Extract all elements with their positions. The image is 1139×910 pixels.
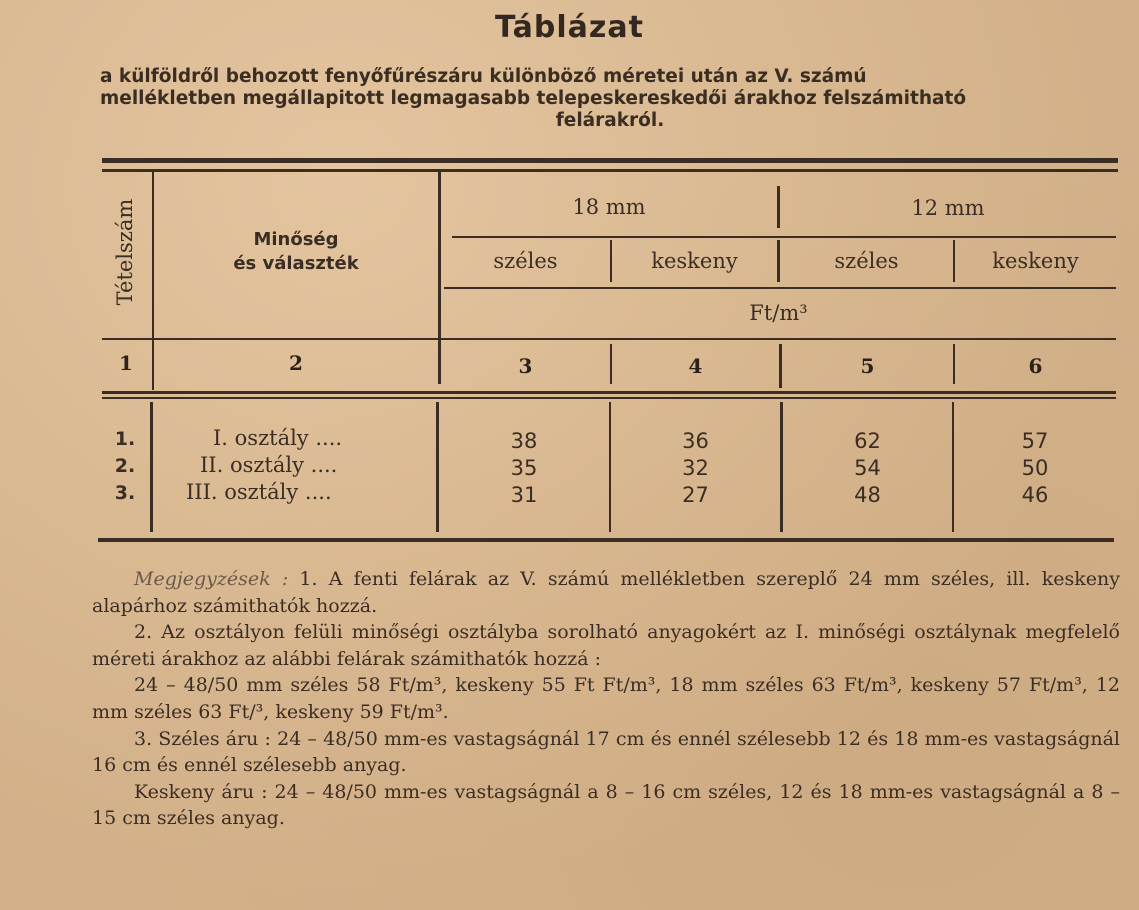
note-2-prices: 24 – 48/50 mm széles 58 Ft/m³, keskeny 55 Ft Ft/m³, 18 mm széles 63 Ft/m³, keskeny 57 Ft/m³, 12 mm széles 63 Ft/³, keskeny 59 Ft/m³. xyxy=(92,674,1120,723)
cell-value: 36 xyxy=(682,429,709,453)
notes-section xyxy=(92,566,1120,832)
colnum-1: 1 xyxy=(119,351,133,375)
colnum-3: 3 xyxy=(518,354,533,378)
table-top-rule xyxy=(102,158,1118,163)
row-label: I. osztály .... xyxy=(213,426,343,450)
cell-value: 35 xyxy=(510,456,538,480)
row-number: 1. xyxy=(114,428,136,450)
header-sub-szeles-18: széles xyxy=(493,249,558,273)
header-group-18mm: 18 mm xyxy=(572,195,646,219)
page-title: Táblázat xyxy=(495,10,644,45)
rule-under-sub xyxy=(444,287,1116,289)
cell-value: 27 xyxy=(682,483,709,507)
note-1 xyxy=(92,566,1120,619)
note-3: 3. Széles áru : 24 – 48/50 mm-es vastagságnál 17 cm és ennél szélesebb 12 és 18 mm-es vastagságnál 16 cm és ennél szélesebb anyag. xyxy=(92,727,1120,777)
header-sub-szeles-12: széles xyxy=(834,249,899,273)
row-number: 2. xyxy=(114,455,136,477)
note-2: 2. Az osztályon felüli minőségi osztályba sorolható anyagokért az I. minőségi osztálynak megfelelő méreti árakhoz az alábbi felárak számithatók hozzá : xyxy=(92,621,1120,670)
cell-value: 38 xyxy=(510,429,538,453)
table-top-rule-thin xyxy=(102,169,1118,172)
header-sub-keskeny-18: keskeny xyxy=(651,249,738,273)
cell-value: 50 xyxy=(1021,456,1049,480)
table-bottom-rule xyxy=(98,538,1114,542)
colnum-4: 4 xyxy=(688,354,703,378)
colnum-5: 5 xyxy=(860,354,875,378)
header-unit: Ft/m³ xyxy=(749,301,808,325)
rule-above-colnums xyxy=(102,338,1116,340)
cell-value: 32 xyxy=(682,456,709,480)
rule-under-group xyxy=(452,236,1116,238)
colnum-6: 6 xyxy=(1028,354,1043,378)
table-subtitle xyxy=(100,66,1120,132)
subtitle-line-2: mellékletben megállapitott legmagasabb telepeskereskedői árakhoz felszámitható xyxy=(100,88,967,109)
row-label: II. osztály .... xyxy=(200,453,338,477)
subtitle-line-1: a külföldről behozott fenyőfűrészáru különböző méretei után az V. számú xyxy=(100,66,867,87)
cell-value: 46 xyxy=(1021,483,1049,507)
rule-body-top-2 xyxy=(102,397,1116,399)
cell-value: 54 xyxy=(854,456,881,480)
header-minoseg-line-2: és választék xyxy=(233,253,359,274)
body-divider-1 xyxy=(150,402,153,532)
notes-heading: Megjegyzések : xyxy=(134,568,289,590)
cell-value: 57 xyxy=(1021,429,1049,453)
header-tetelszam: Tételszám xyxy=(113,198,137,306)
cell-value: 62 xyxy=(854,429,881,453)
cell-value: 48 xyxy=(854,483,881,507)
header-minoseg xyxy=(154,228,438,276)
cell-value: 31 xyxy=(510,483,538,507)
subtitle-line-3: felárakról. xyxy=(555,110,665,131)
note-4: Keskeny áru : 24 – 48/50 mm-es vastagságnál a 8 – 16 cm széles, 12 és 18 mm-es vastagságnál a 8 – 15 cm széles anyag. xyxy=(92,780,1120,830)
rule-body-top xyxy=(102,391,1116,394)
header-group-12mm: 12 mm xyxy=(911,196,985,220)
note-1-text: 1. A fenti felárak az V. számú mellékletben szereplő 24 mm széles, ill. keskeny alapárhoz számithatók hozzá. xyxy=(92,568,1120,617)
colnum-2: 2 xyxy=(289,351,303,375)
row-label: III. osztály .... xyxy=(186,480,332,504)
row-number: 3. xyxy=(114,482,136,504)
header-sub-keskeny-12: keskeny xyxy=(992,249,1079,273)
header-minoseg-line-1: Minőség xyxy=(253,229,339,250)
